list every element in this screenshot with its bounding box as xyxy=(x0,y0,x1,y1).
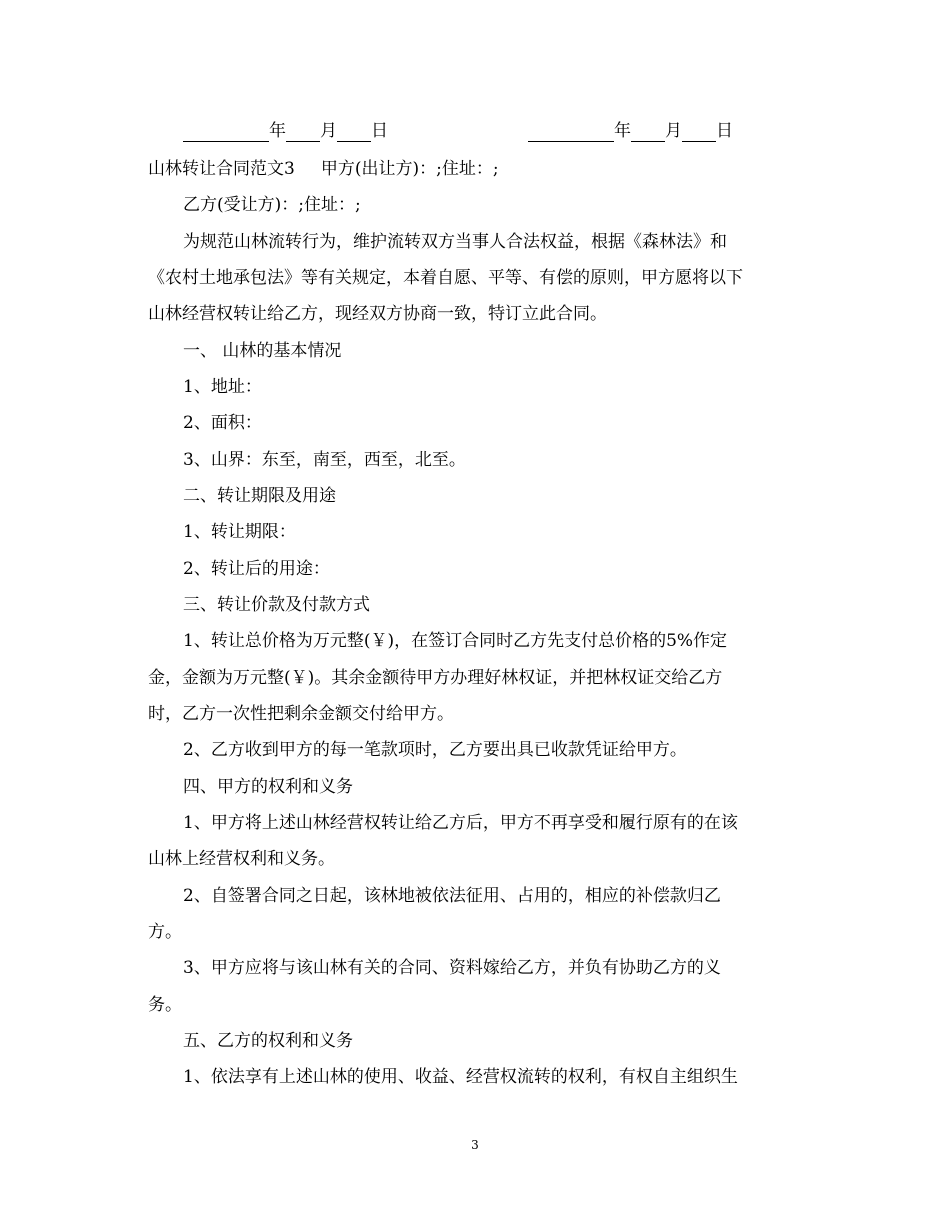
year-blank xyxy=(528,123,614,142)
section-heading: 四、甲方的权利和义务 xyxy=(183,777,353,797)
party-b-date xyxy=(528,120,733,142)
preamble-line: 为规范山林流转行为，维护流转双方当事人合法权益，根据《森林法》和 xyxy=(183,232,727,252)
clause-item: 3、山界：东至，南至，西至，北至。 xyxy=(183,450,466,470)
page-number: 3 xyxy=(471,1138,479,1152)
party-a-line: 甲方(出让方)：;住址：; xyxy=(320,159,499,179)
preamble-line: 山林经营权转让给乙方，现经双方协商一致，特订立此合同。 xyxy=(148,304,607,324)
document-title: 山林转让合同范文3 xyxy=(148,159,295,179)
clause-item: 1、地址： xyxy=(183,377,262,397)
clause-item: 1、依法享有上述山林的使用、收益、经营权流转的权利，有权自主组织生 xyxy=(183,1067,738,1087)
year-label: 年 xyxy=(269,121,286,141)
signature-date-row xyxy=(183,120,783,144)
clause-line: 方。 xyxy=(148,922,182,942)
clause-line: 1、甲方将上述山林经营权转让给乙方后，甲方不再享受和履行原有的在该 xyxy=(183,813,738,833)
month-blank xyxy=(286,123,320,142)
clause-line: 1、转让总价格为万元整(￥)，在签订合同时乙方先支付总价格的5%作定 xyxy=(183,631,728,651)
month-label: 月 xyxy=(665,121,682,141)
month-blank xyxy=(631,123,665,142)
title-line xyxy=(148,158,808,180)
section-heading: 二、转让期限及用途 xyxy=(183,486,336,506)
day-blank xyxy=(682,123,716,142)
clause-line: 3、甲方应将与该山林有关的合同、资料嫁给乙方，并负有协助乙方的义 xyxy=(183,958,721,978)
clause-line: 务。 xyxy=(148,995,182,1015)
clause-line: 山林上经营权利和义务。 xyxy=(148,849,335,869)
clause-line: 2、自签署合同之日起，该林地被依法征用、占用的，相应的补偿款归乙 xyxy=(183,886,721,906)
preamble-line: 《农村土地承包法》等有关规定，本着自愿、平等、有偿的原则，甲方愿将以下 xyxy=(148,268,743,288)
clause-line: 时，乙方一次性把剩余金额交付给甲方。 xyxy=(148,704,454,724)
clause-item: 2、乙方收到甲方的每一笔款项时，乙方要出具已收款凭证给甲方。 xyxy=(183,740,687,760)
day-label: 日 xyxy=(716,121,733,141)
clause-item: 2、面积： xyxy=(183,413,262,433)
clause-item: 2、转让后的用途： xyxy=(183,559,330,579)
day-blank xyxy=(337,123,371,142)
clause-item: 1、转让期限： xyxy=(183,522,296,542)
year-blank xyxy=(183,123,269,142)
section-heading: 五、乙方的权利和义务 xyxy=(183,1031,353,1051)
party-b-line: 乙方(受让方)：;住址：; xyxy=(183,195,361,215)
section-heading: 一、 山林的基本情况 xyxy=(183,341,342,361)
month-label: 月 xyxy=(320,121,337,141)
year-label: 年 xyxy=(614,121,631,141)
section-heading: 三、转让价款及付款方式 xyxy=(183,595,370,615)
party-a-date xyxy=(183,120,388,142)
clause-line: 金，金额为万元整(￥)。其余金额待甲方办理好林权证，并把林权证交给乙方 xyxy=(148,668,723,688)
day-label: 日 xyxy=(371,121,388,141)
